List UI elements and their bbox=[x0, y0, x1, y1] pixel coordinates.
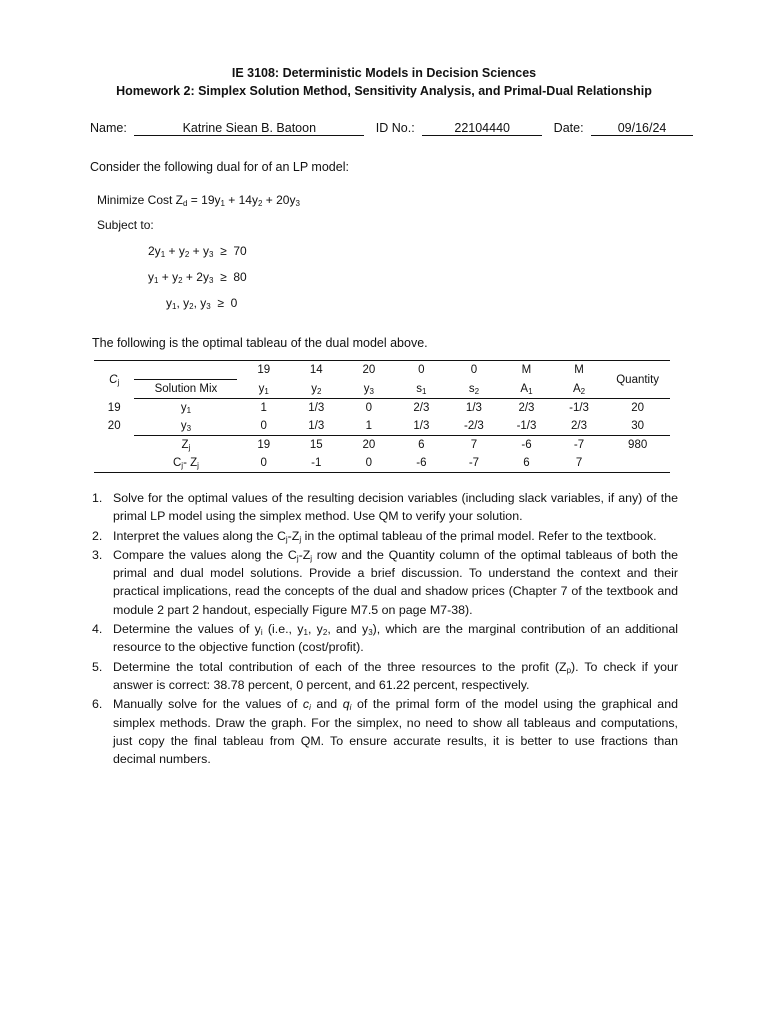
date-value: 09/16/24 bbox=[591, 121, 693, 136]
solution-mix-header: Solution Mix bbox=[134, 380, 237, 399]
name-value: Katrine Siean B. Batoon bbox=[134, 121, 364, 136]
tableau-row-zj: $Z_j$ 19 15 20 6 7 -6 -7 980 bbox=[94, 436, 670, 455]
homework-title: Homework 2: Simplex Solution Method, Sensitivity Analysis, and Primal-Dual Relationship bbox=[116, 84, 652, 98]
question-2: 2. Interpret the values along the $C_j-Z_j$ in the optimal tableau of the primal model. Refer to the textbook. bbox=[92, 528, 657, 544]
question-4: 4. Determine the values of $y_i$ (i.e., $y_1$, $y_2$, and $y_3$), which are the marginal contribution of an additional resource to the objective function (cost/profit). bbox=[92, 622, 678, 655]
var-header-s2: $s_2$ bbox=[448, 380, 501, 399]
cj-value: 0 bbox=[448, 361, 501, 380]
var-header-y2: $y_2$ bbox=[290, 380, 343, 399]
id-label: ID No.: bbox=[375, 121, 415, 135]
subject-to-label: Subject to: bbox=[97, 218, 154, 232]
var-header-y1: $y_1$ bbox=[237, 380, 290, 399]
name-label: Name: bbox=[90, 121, 127, 135]
optimal-tableau bbox=[94, 360, 670, 473]
objective-function: Minimize Cost $Z_d = 19y_1 + 14y_2 + 20y_3$ bbox=[97, 193, 300, 208]
cj-value: 0 bbox=[395, 361, 448, 380]
question-list bbox=[92, 489, 678, 769]
tableau-row-y1: 19 $y_1$ 1 1/3 0 2/3 1/3 2/3 -1/3 20 bbox=[107, 401, 645, 415]
constraint-1: $2y_1 + y_2 + y_3 \ge 70$ bbox=[148, 244, 247, 259]
tableau-intro: The following is the optimal tableau of the dual model above. bbox=[92, 336, 428, 350]
question-3: 3. Compare the values along the $C_j-Z_j$ row and the Quantity column of the optimal tableaus of both the primal and dual model solutions. Provide a brief discussion. To understand the context and their practical implications, read the concepts of the dual and shadow prices (Chapter 7 of the textbook and module 2 part 2 handout, especially Figure M7.5 on page M7-38). bbox=[92, 547, 678, 617]
var-header-a1: $A_1$ bbox=[500, 380, 553, 399]
intro-text: Consider the following dual for of an LP model: bbox=[90, 160, 349, 174]
cj-header: $C_j$ bbox=[94, 361, 134, 399]
cj-value: 19 bbox=[237, 361, 290, 380]
var-header-s1: $s_1$ bbox=[395, 380, 448, 399]
cj-value: M bbox=[553, 361, 606, 380]
cj-value: M bbox=[500, 361, 553, 380]
date-label: Date: bbox=[553, 121, 584, 135]
question-5: 5. Determine the total contribution of each of the three resources to the profit $(Z_p)$. To check if your answer is correct: 38.78 percent, 0 percent, and 61.22 percent, respectively. bbox=[92, 659, 678, 692]
student-info bbox=[90, 121, 693, 136]
cj-value: 20 bbox=[343, 361, 396, 380]
question-6: 6. Manually solve for the values of $c_i$ and $q_i$ of the primal form of the model using the graphical and simplex methods. Draw the graph. For the simplex, no need to show all tableaus and computations, just copy the final tableau from QM. To ensure accurate results, it is better to use fractions than decimal numbers. bbox=[92, 697, 678, 767]
course-title: IE 3108: Deterministic Models in Decision Sciences bbox=[231, 66, 537, 80]
question-1: 1. Solve for the optimal values of the resulting decision variables (including slack variables, if any) of the primal LP model using the simplex method. Use QM to verify your solution. bbox=[92, 491, 678, 524]
id-value: 22104440 bbox=[422, 121, 542, 136]
var-header-a2: $A_2$ bbox=[553, 380, 606, 399]
quantity-header: Quantity bbox=[605, 361, 670, 399]
nonnegativity-constraint: $y_1$, $y_2$, $y_3 \ge 0$ bbox=[166, 296, 238, 311]
constraint-2: $y_1 + y_2 + 2y_3 \ge 80$ bbox=[148, 270, 247, 285]
var-header-y3: $y_3$ bbox=[343, 380, 396, 399]
cj-value: 14 bbox=[290, 361, 343, 380]
tableau-row-cj-zj: $C_j-$ $Z_j$ 0 -1 0 -6 -7 6 7 bbox=[94, 454, 670, 473]
tableau-row-y3: 20 $y_3$ 0 1/3 1 1/3 -2/3 -1/3 2/3 30 bbox=[107, 420, 645, 433]
